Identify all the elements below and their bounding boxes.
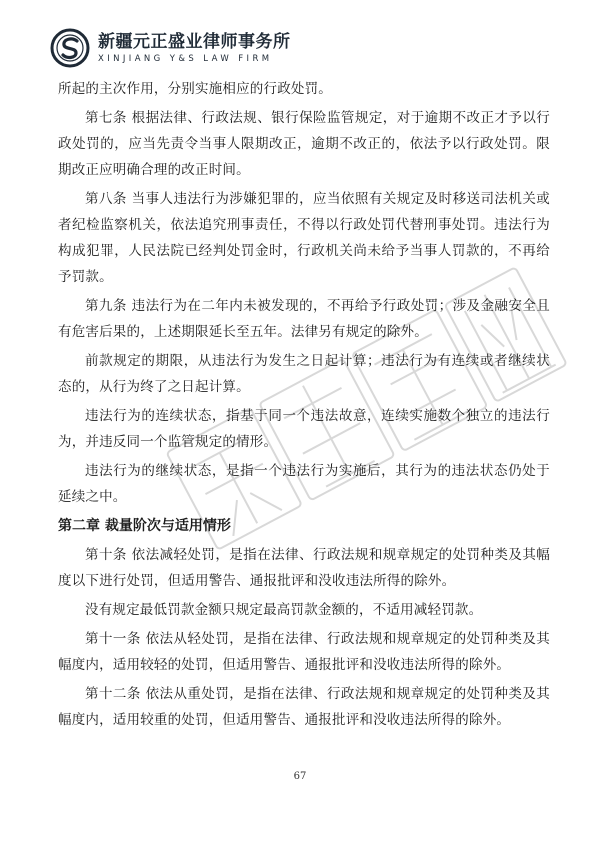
page-header (50, 26, 291, 70)
article-9: 第九条 违法行为在二年内未被发现的，不再给予行政处罚；涉及金融安全且有危害后果的，上述期限延长至五年。法律另有规定的除外。 (58, 298, 550, 340)
ys-law-firm-logo-icon (50, 28, 90, 68)
paragraph: 没有规定最低罚款金额只规定最高罚款金额的，不适用减轻罚款。 (85, 602, 483, 618)
firm-name-chinese: 新疆元正盛业律师事务所 (98, 31, 291, 52)
paragraph: 所起的主次作用，分别实施相应的行政处罚。 (58, 81, 332, 97)
firm-name-english: XINJIANG Y&S LAW FIRM (98, 53, 273, 64)
page-number: 67 (293, 771, 307, 782)
chapter-heading: 第二章 裁量阶次与适用情形 (58, 518, 231, 534)
article-10: 第十条 依法减轻处罚，是指在法律、行政法规和规章规定的处罚种类及其幅度以下进行处罚，但适用警告、通报批评和没收违法所得的除外。 (58, 547, 550, 589)
article-7: 第七条 根据法律、行政法规、银行保险监管规定，对于逾期不改正才予以行政处罚的，应当先责令当事人限期改正，逾期不改正的，依法予以行政处罚。限期改正应明确合理的改正时间。 (58, 110, 550, 178)
article-8: 第八条 当事人违法行为涉嫌犯罪的，应当依照有关规定及时移送司法机关或者纪检监察机关，依法追究刑事责任，不得以行政处罚代替刑事处罚。违法行为构成犯罪，人民法院已经判处罚金时，行政机关尚未给予当事人罚款的，不再给予罚款。 (58, 191, 550, 285)
paragraph: 违法行为的连续状态，指基于同一个违法故意，连续实施数个独立的违法行为，并违反同一个监管规定的情形。 (58, 408, 550, 450)
article-12: 第十二条 依法从重处罚，是指在法律、行政法规和规章规定的处罚种类及其幅度内，适用较重的处罚，但适用警告、通报批评和没收违法所得的除外。 (58, 686, 550, 728)
paragraph: 前款规定的期限，从违法行为发生之日起计算；违法行为有连续或者继续状态的，从行为终了之日起计算。 (58, 353, 550, 395)
article-11: 第十一条 依法从轻处罚，是指在法律、行政法规和规章规定的处罚种类及其幅度内，适用较轻的处罚，但适用警告、通报批评和没收违法所得的除外。 (58, 631, 550, 673)
paragraph: 违法行为的继续状态，是指一个违法行为实施后，其行为的违法状态仍处于延续之中。 (58, 463, 550, 505)
firm-name-block (98, 32, 291, 65)
document-body (58, 76, 550, 736)
